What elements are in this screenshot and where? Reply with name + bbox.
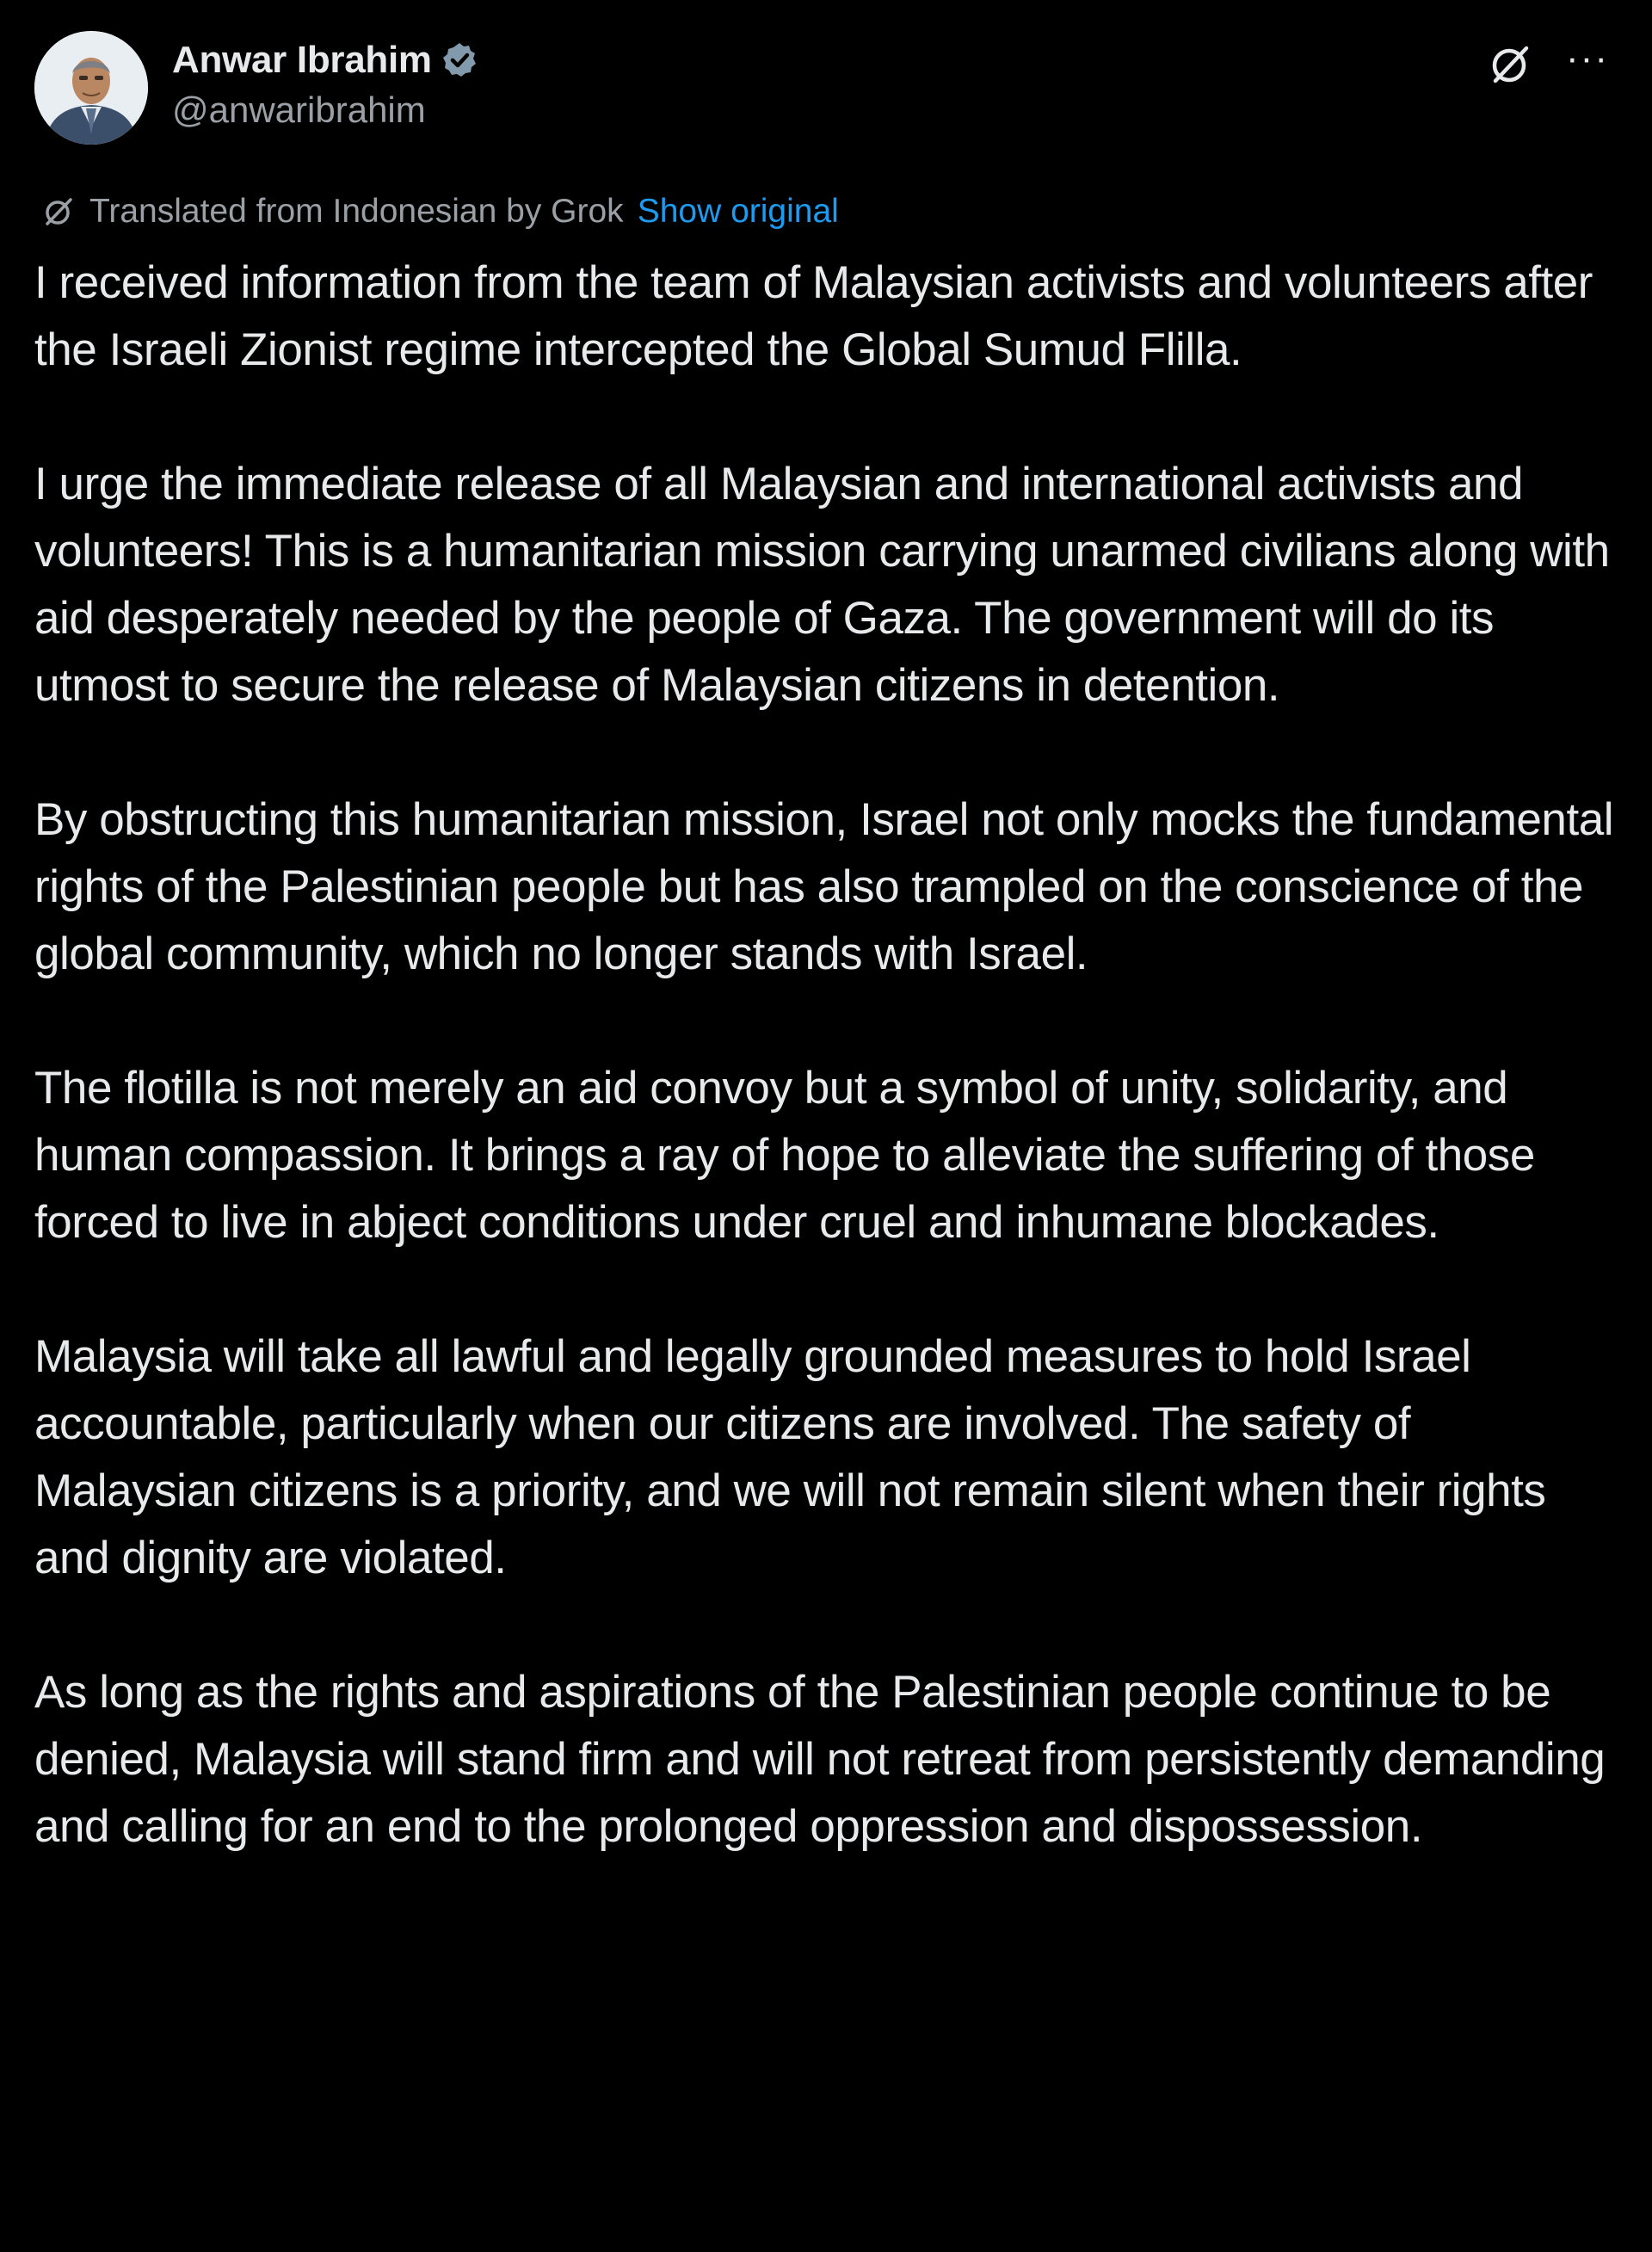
translation-label: Translated from Indonesian by Grok [89, 193, 624, 230]
avatar[interactable] [34, 31, 148, 145]
translation-bar [41, 193, 839, 231]
grok-translate-icon [41, 194, 76, 229]
post-paragraph: Malaysia will take all lawful and legally grounded measures to hold Israel accountable, particularly when our citizens are involved. The safety of Malaysian citizens is a priority, and we will not remain silent when their rights and dignity are violated. [34, 1331, 1546, 1583]
post-paragraph: As long as the rights and aspirations of the Palestinian people continue to be denied, Malaysia will stand firm and will not retreat from persistently demanding and calling for an end to the prolonged oppression and dispossession. [34, 1667, 1606, 1852]
post-header [34, 31, 1618, 147]
post-paragraph: I urge the immediate release of all Malaysian and international activists and volunteers! This is a humanitarian mission carrying unarmed civilians along with aid desperately needed by the people of Gaza. The government will do its utmost to secure the release of Malaysian citizens in detention. [34, 459, 1610, 711]
post-paragraph: The flotilla is not merely an aid convoy but a symbol of unity, solidarity, and human compassion. It brings a ray of hope to alleviate the suffering of those forced to live in abject conditions under cruel and inhumane blockades. [34, 1063, 1535, 1248]
grok-icon[interactable] [1487, 41, 1533, 88]
verified-badge-icon [441, 41, 478, 79]
more-options-icon[interactable]: ··· [1566, 37, 1609, 79]
post-actions [1487, 37, 1609, 88]
author-info [172, 36, 478, 131]
post-paragraph: I received information from the team of Malaysian activists and volunteers after the Israeli Zionist regime intercepted the Global Sumud Flilla. [34, 257, 1593, 375]
avatar-image [34, 31, 148, 145]
author-handle[interactable]: @anwaribrahim [172, 89, 426, 130]
show-original-link[interactable]: Show original [637, 193, 839, 230]
name-row [172, 36, 478, 84]
post-text [34, 250, 1622, 1860]
display-name[interactable]: Anwar Ibrahim [172, 39, 432, 81]
post-paragraph: By obstructing this humanitarian mission, Israel not only mocks the fundamental rights of the Palestinian people but has also trampled on the conscience of the global community, which no longer stands with Israel. [34, 794, 1614, 979]
